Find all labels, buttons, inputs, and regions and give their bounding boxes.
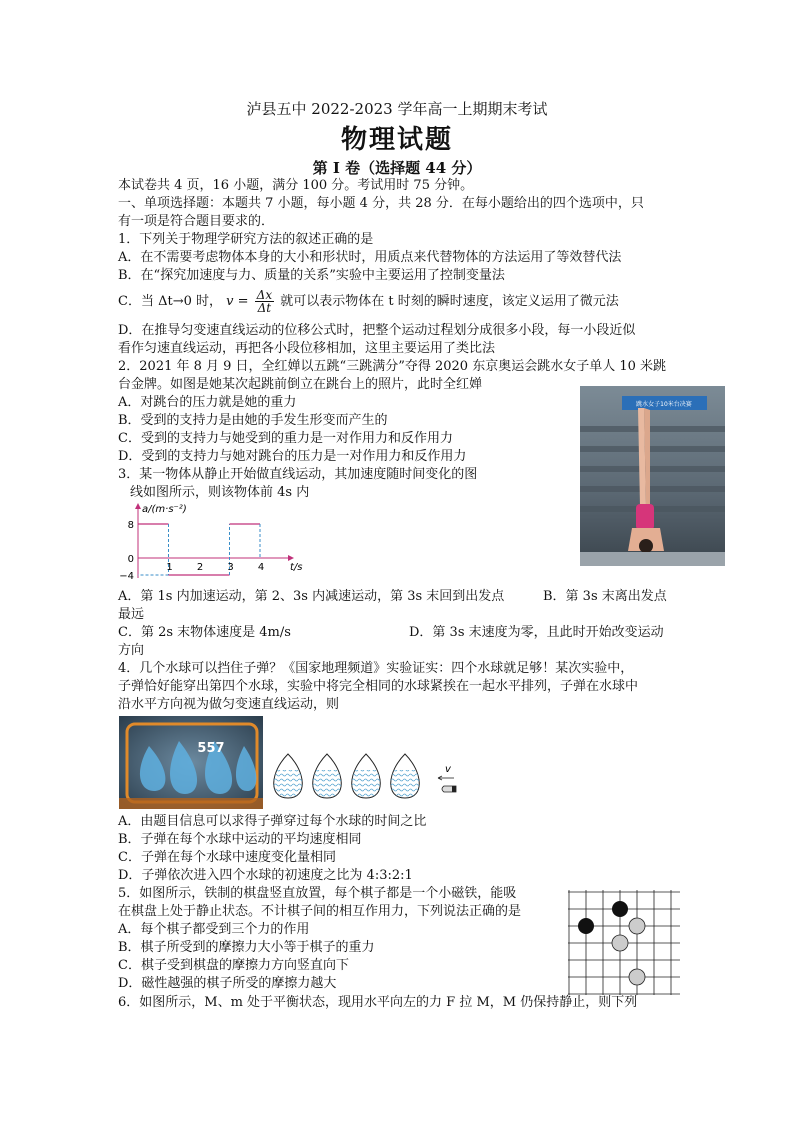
q4-water-balloon-photo [119,716,263,809]
q3-x-tick-label: 4 [257,562,265,573]
section1-line2: 有一项是符合题目要求的． [118,214,275,229]
q3-option-a: A．第 1s 内加速运动，第 2、3s 内减速运动，第 3s 末回到出发点 [118,589,505,604]
section1-line1: 一、单项选择题：本题共 7 小题，每小题 4 分，共 28 分．在每小题给出的四个选项中，只 [118,196,644,211]
q1-option-c [118,288,619,316]
q5-black-piece [612,901,628,917]
q2-option-a: A．对跳台的压力就是她的重力 [118,395,297,410]
q2-option-b: B．受到的支持力是由她的手发生形变而产生的 [118,413,388,428]
q4-bullet-icon [442,786,456,792]
q5-option-d: D．磁性越强的棋子所受的摩擦力越大 [118,976,337,991]
q4-water-ball-1 [268,754,308,800]
q4-photo-number: 557 [197,741,225,756]
q3-x-tick-label: 1 [166,562,173,573]
q2-diver-photo-drawing [580,386,725,566]
q5-option-a: A．每个棋子都受到三个力的作用 [118,922,310,937]
q3-x-tick-label: 2 [196,562,204,573]
q4-water-ball-4 [385,754,425,800]
q1-c-v: v = [226,294,249,309]
q3-option-b-line1: B．第 3s 末离出发点 [543,589,667,604]
q4-water-ball-diagram [268,752,468,802]
q1-c-denominator: Δt [257,301,272,315]
q4-option-d: D．子弹依次进入四个水球的初速度之比为 4:3:2:1 [118,868,413,883]
q2-option-d: D．受到的支持力与她对跳台的压力是一对作用力和反作用力 [118,449,467,464]
q3-y-tick-label: 8 [127,520,134,531]
q5-white-piece [629,918,645,934]
q4-water-ball-3 [346,754,386,800]
q5-stem-line2: 在棋盘上处于静止状态。不计棋子间的相互作用力，下列说法正确的是 [118,904,522,919]
q5-option-b: B．棋子所受到的摩擦力大小等于棋子的重力 [118,940,375,955]
q3-marks [119,520,264,582]
q1-c-fraction [255,289,274,314]
q3-y-tick-label: 0 [127,554,134,565]
q2-stem-line1: 2．2021 年 8 月 9 日，全红婵以五跳“三跳满分”夺得 2020 东京奥运会跳水女子单人 10 米跳 [118,359,667,374]
q4-velocity-label: v [445,764,451,775]
q6-stem: 6．如图所示，M、m 处于平衡状态，现用水平向左的力 F 拉 M，M 仍保持静止，则下列 [118,995,638,1010]
q4-stem-line3: 沿水平方向视为做匀变速直线运动，则 [118,697,340,712]
exam-header: 泸县五中 2022-2023 学年高一上期期末考试 [246,100,548,118]
q1-c-numerator: Δx [256,288,273,302]
q3-option-b-line2: 最远 [118,607,145,622]
q5-stem-line1: 5．如图所示，铁制的棋盘竖直放置，每个棋子都是一个小磁铁，能吸 [118,886,517,901]
q4-stem-line1: 4．几个水球可以挡住子弹？《国家地理频道》实验证实：四个水球就足够！某次实验中， [118,661,634,676]
q3-acceleration-graph [118,500,318,582]
q4-photo-drawing [119,716,263,809]
q3-option-d-line2: 方向 [118,643,145,658]
q3-option-d-line1: D．第 3s 末速度为零，且此时开始改变运动 [409,625,664,640]
q3-x-tick-label: 3 [227,562,234,573]
q1-stem: 1．下列关于物理学研究方法的叙述正确的是 [118,232,374,247]
q3-stem-line2: 线如图所示，则该物体前 4s 内 [130,485,310,500]
q5-option-c: C．棋子受到棋盘的摩擦力方向竖直向下 [118,958,349,973]
q4-option-b: B．子弹在每个水球中运动的平均速度相同 [118,832,362,847]
q1-option-d-line2: 看作匀速直线运动，再把各小段位移相加，这里主要运用了类比法 [118,341,496,356]
q4-water-ball-2 [307,754,347,800]
q3-stem-line1: 3．某一物体从静止开始做直线运动，其加速度随时间变化的图 [118,467,478,482]
q3-graph-svg [118,500,318,582]
intro-text: 本试卷共 4 页，16 小题，满分 100 分。考试用时 75 分钟。 [118,178,474,193]
q2-diver-photo [580,386,725,566]
q3-y-axis-label: a/(m·s⁻²) [142,504,187,515]
q2-stem-line2: 台金牌。如图是她某次起跳前倒立在跳台上的照片，此时全红婵 [118,377,483,392]
section-title: 第 I 卷（选择题 44 分） [312,159,482,177]
q5-white-piece [629,969,645,985]
q2-option-c: C．受到的支持力与她受到的重力是一对作用力和反作用力 [118,431,453,446]
q4-diagram-svg [268,752,468,802]
q5-white-piece [612,935,628,951]
q5-board-svg [568,890,680,995]
exam-title: 物理试题 [340,125,453,155]
q5-black-piece [578,918,594,934]
q3-option-c: C．第 2s 末物体速度是 4m/s [118,625,291,640]
q3-y-tick-label: −4 [119,571,134,582]
q4-stem-line2: 子弹恰好能穿出第四个水球，实验中将完全相同的水球紧挨在一起水平排列，子弹在水球中 [118,679,639,694]
q4-option-a: A．由题目信息可以求得子弹穿过每个水球的时间之比 [118,814,427,829]
q1-c-prefix: C．当 Δt→0 时， [118,294,222,309]
q5-chessboard-diagram [568,890,680,995]
q1-c-suffix: 就可以表示物体在 t 时刻的瞬时速度，该定义运用了微元法 [280,294,619,309]
q1-option-b: B．在“探究加速度与力、质量的关系”实验中主要运用了控制变量法 [118,268,505,283]
q1-option-d-line1: D．在推导匀变速直线运动的位移公式时，把整个运动过程划分成很多小段，每一小段近似 [118,323,636,338]
q3-x-axis-label: t/s [290,562,303,573]
q1-option-a: A．在不需要考虑物体本身的大小和形状时，用质点来代替物体的方法运用了等效替代法 [118,250,622,265]
q2-photo-caption: 跳水女子10米台决赛 [636,401,692,408]
q4-option-c: C．子弹在每个水球中速度变化量相同 [118,850,336,865]
